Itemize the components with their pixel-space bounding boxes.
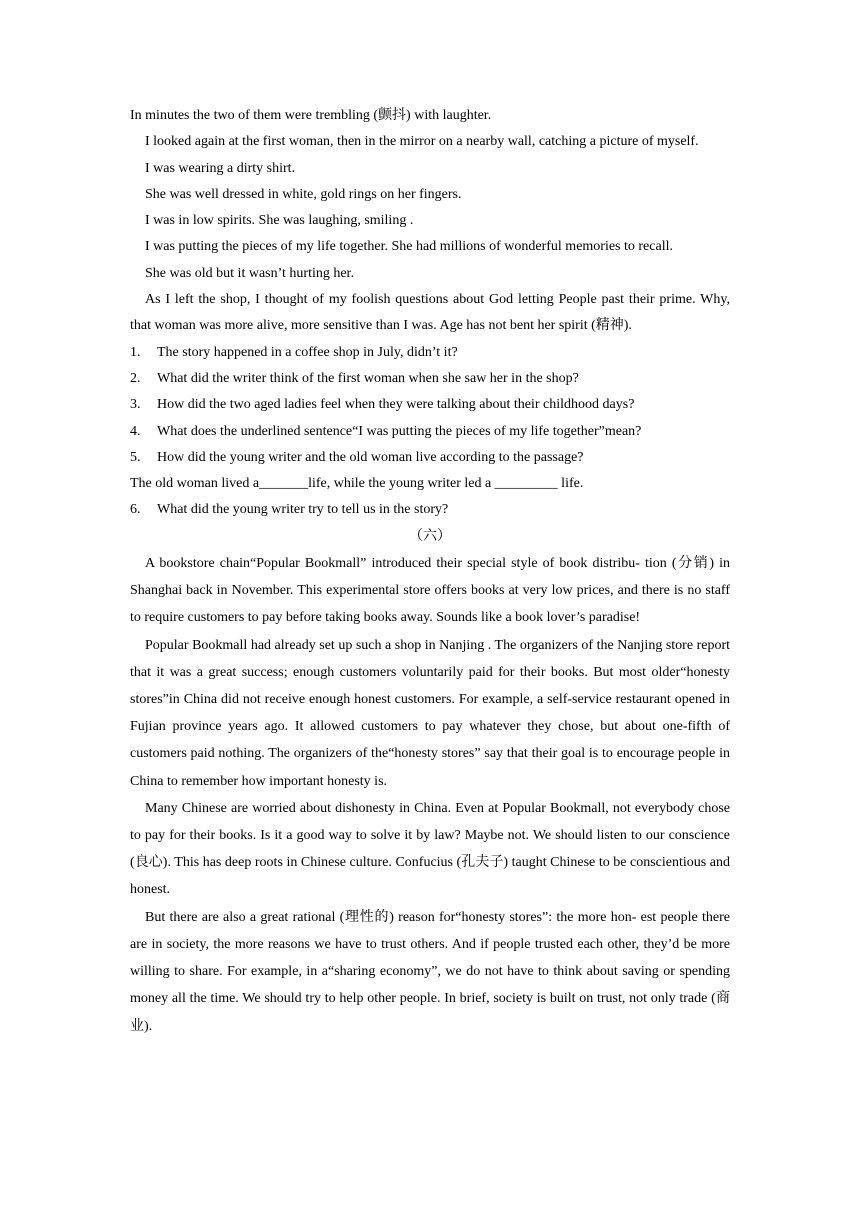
question-item [130,497,730,523]
paragraph: I was putting the pieces of my life together. She had millions of wonderful memories to recall. [145,239,673,255]
paragraph: Popular Bookmall had already set up such a shop in Nanjing . The organizers of the Nanjing store report that it was a great success; enough customers voluntarily paid for their books. But most older“honesty stores”in China did not receive enough honest customers. For example, a self-service restaurant opened in Fujian province years ago. It allowed customers to pay whatever they chose, but about one-fifth of customers paid nothing. The organizers of the“honesty stores” say that their goal is to encourage people in China to remember how important honesty is. [130,637,730,789]
section-passage-six [130,550,730,1040]
question-item [130,340,730,366]
fill-in-blank-line: The old woman lived a_______life, while the young writer led a _________ life. [130,476,584,492]
question-item [130,366,730,392]
section-heading: （六） [409,528,451,544]
question-text: What does the underlined sentence“I was putting the pieces of my life together”mean? [157,423,642,439]
paragraph: But there are also a great rational (理性的) reason for“honesty stores”: the more hon- est people there are in society, the more reasons we have to trust others. And if people trusted each other, they’d be more willing to share. For example, in a“sharing economy”, we do not have to think about saving or spending money all the time. We should try to help other people. In brief, society is built on trust, not only trade (商业). [130,909,730,1034]
paragraph: She was well dressed in white, gold rings on her fingers. [145,186,462,202]
question-text: The story happened in a coffee shop in July, didn’t it? [157,344,458,360]
question-number: 4. [130,423,141,439]
question-text: How did the two aged ladies feel when they were talking about their childhood days? [157,397,635,413]
question-item [130,445,730,471]
paragraph: A bookstore chain“Popular Bookmall” introduced their special style of book distribu- tion (分销) in Shanghai back in November. This experimental store offers books at very low prices, and there is no staff to require customers to pay before taking books away. Sounds like a book lover’s paradise! [130,556,730,626]
paragraph: As I left the shop, I thought of my foolish questions about God letting People past their prime. Why, that woman was more alive, more sensitive than I was. Age has not bent her spirit (精神). [130,292,730,334]
paragraph: I was wearing a dirty shirt. [145,160,296,176]
question-number: 5. [130,449,141,465]
question-text: What did the writer think of the first woman when she saw her in the shop? [157,370,579,386]
document-page [130,103,730,1040]
question-number: 1. [130,344,141,360]
question-text: What did the young writer try to tell us in the story? [157,502,449,518]
section-passage-five [130,103,730,524]
question-number: 3. [130,397,141,413]
question-item [130,419,730,445]
paragraph: I looked again at the first woman, then in the mirror on a nearby wall, catching a picture of myself. [145,134,699,150]
paragraph: She was old but it wasn’t hurting her. [145,265,354,281]
question-item [130,392,730,418]
question-number: 2. [130,370,141,386]
paragraph: In minutes the two of them were trembling (颤抖) with laughter. [130,108,492,123]
paragraph: Many Chinese are worried about dishonesty in China. Even at Popular Bookmall, not everybody chose to pay for their books. Is it a good way to solve it by law? Maybe not. We should listen to our conscience (良心). This has deep roots in Chinese culture. Confucius (孔夫子) taught Chinese to be conscientious and honest. [130,800,730,898]
question-text: How did the young writer and the old woman live according to the passage? [157,449,584,465]
paragraph: I was in low spirits. She was laughing, smiling . [145,213,414,229]
question-number: 6. [130,502,141,518]
